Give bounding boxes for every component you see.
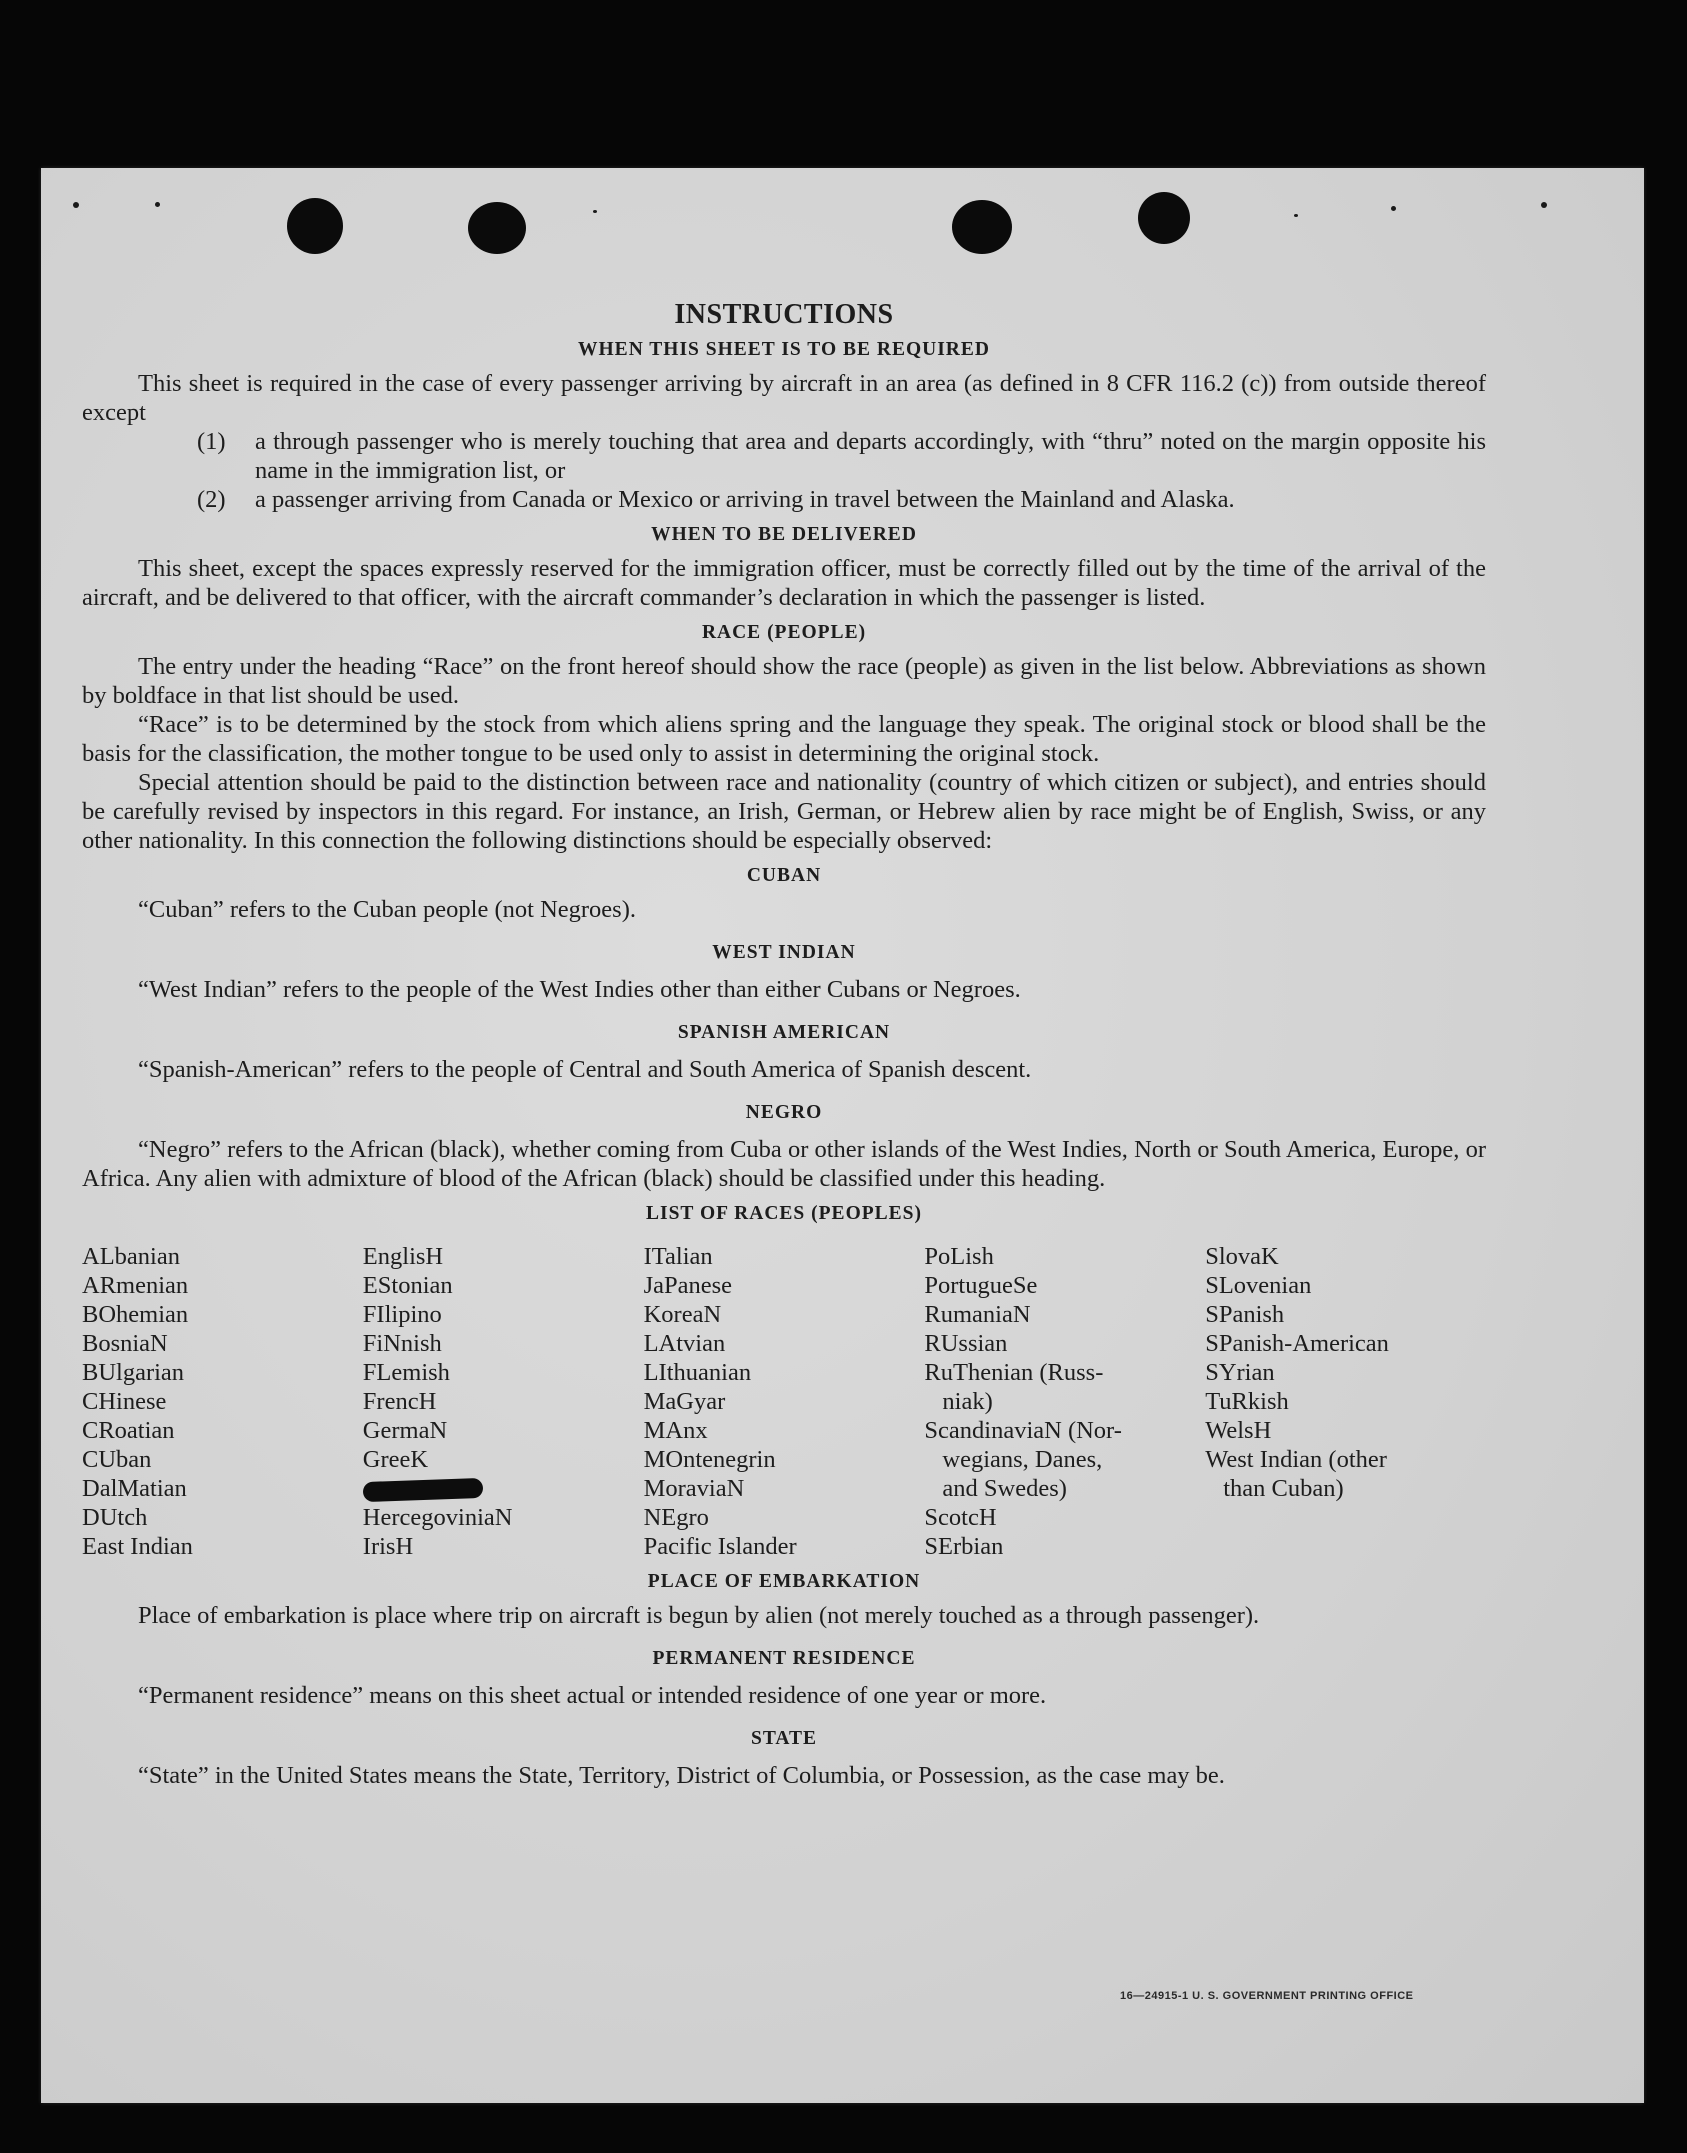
race-entry-continued: than Cuban): [1223, 1475, 1344, 1502]
race-entry: MAnx: [643, 1417, 708, 1444]
race-entry: ITalian: [643, 1243, 713, 1270]
race-entry: RUssian: [924, 1330, 1008, 1357]
race-entry: SYrian: [1205, 1359, 1275, 1386]
speck: [1541, 202, 1547, 208]
race-entry: Pacific Islander: [643, 1533, 797, 1560]
west-indian-text: “West Indian” refers to the people of the West Indies other than either Cubans or Negroes.: [138, 976, 1021, 1003]
when-delivered-text: This sheet, except the spaces expressly reserved for the immigration officer, must be correctly filled out by the time of the arrival of the aircraft, and be delivered to that officer, with the aircraft commander’s declaration in which the passenger is listed.: [82, 555, 1486, 611]
race-entry: GreeK: [362, 1446, 429, 1473]
heading-when-required: WHEN THIS SHEET IS TO BE REQUIRED: [578, 339, 990, 360]
race-entry: GermaN: [362, 1417, 448, 1444]
spanish-american-text: “Spanish-American” refers to the people of Central and South America of Spanish descent.: [138, 1056, 1032, 1083]
punch-hole: [952, 200, 1012, 254]
punch-hole: [287, 198, 343, 254]
speck: [1391, 206, 1396, 211]
heading-negro: NEGRO: [745, 1102, 823, 1123]
race-paragraph-1: The entry under the heading “Race” on the front hereof should show the race (people) as given in the list below. Abbreviations as shown by boldface in that list should be used.: [82, 653, 1486, 709]
race-entry: EnglisH: [362, 1243, 444, 1270]
race-column-5: [1205, 1242, 1486, 1561]
race-entry: DalMatian: [82, 1475, 187, 1502]
race-column-3: [644, 1242, 925, 1561]
race-entry-continued: wegians, Danes,: [942, 1446, 1103, 1473]
race-entry: SLovenian: [1205, 1272, 1312, 1299]
race-column-2: [363, 1242, 644, 1561]
race-entry: CUban: [82, 1446, 152, 1473]
race-entry: BUlgarian: [82, 1359, 185, 1386]
exception-item-2: [197, 485, 1486, 514]
race-entry: PoLish: [924, 1243, 994, 1270]
race-entry: KoreaN: [643, 1301, 722, 1328]
race-entry: BosniaN: [82, 1330, 168, 1357]
race-entry: WelsH: [1205, 1417, 1272, 1444]
race-entry: West Indian (other: [1205, 1446, 1387, 1473]
item-text: a through passenger who is merely touching that area and departs accordingly, with “thru” noted on the margin opposite his name in the immigration list, or: [255, 428, 1486, 484]
race-entry: SPanish-American: [1205, 1330, 1389, 1357]
when-required-intro: This sheet is required in the case of every passenger arriving by aircraft in an area (as defined in 8 CFR 116.2 (c)) from outside thereof except: [82, 370, 1486, 426]
state-text: “State” in the United States means the State, Territory, District of Columbia, or Possession, as the case may be.: [138, 1762, 1225, 1789]
punch-hole: [468, 202, 526, 254]
printing-office-code: 16—24915-1 U. S. GOVERNMENT PRINTING OFFICE: [1120, 1990, 1414, 2002]
race-entry: LAtvian: [643, 1330, 726, 1357]
heading-list-of-races: LIST OF RACES (PEOPLES): [645, 1203, 922, 1224]
heading-race: RACE (PEOPLE): [701, 622, 867, 643]
speck: [73, 202, 79, 208]
redaction-mark: [362, 1478, 483, 1502]
race-entry: DUtch: [82, 1504, 148, 1531]
heading-permanent-residence: PERMANENT RESIDENCE: [652, 1648, 916, 1669]
heading-spanish-american: SPANISH AMERICAN: [677, 1022, 891, 1043]
race-entry: LIthuanian: [643, 1359, 752, 1386]
speck: [155, 202, 160, 207]
race-entry: ScotcH: [924, 1504, 997, 1531]
race-entry: BOhemian: [82, 1301, 189, 1328]
race-entry: East Indian: [82, 1533, 193, 1560]
race-column-4: [924, 1242, 1205, 1561]
page-title: INSTRUCTIONS: [674, 299, 894, 330]
race-entry-continued: and Swedes): [942, 1475, 1067, 1502]
race-entry: SErbian: [924, 1533, 1004, 1560]
race-paragraph-2: “Race” is to be determined by the stock from which aliens spring and the language they speak. The original stock or blood shall be the basis for the classification, the mother tongue to be used only to assist in determining the original stock.: [82, 711, 1486, 767]
heading-embarkation: PLACE OF EMBARKATION: [647, 1571, 921, 1592]
race-entry: RuThenian (Russ-: [924, 1359, 1104, 1386]
item-text: a passenger arriving from Canada or Mexico or arriving in travel between the Mainland and Alaska.: [255, 486, 1235, 513]
race-entry: CRoatian: [82, 1417, 175, 1444]
item-number: (1): [197, 428, 226, 455]
heading-when-delivered: WHEN TO BE DELIVERED: [651, 524, 917, 545]
race-entry-continued: niak): [942, 1388, 993, 1415]
embarkation-text: Place of embarkation is place where trip on aircraft is begun by alien (not merely touched as a through passenger).: [138, 1602, 1260, 1629]
redacted-entry: [363, 1474, 644, 1503]
race-entry: FrencH: [362, 1388, 437, 1415]
race-entry: TuRkish: [1205, 1388, 1289, 1415]
speck: [593, 210, 597, 213]
race-list: [82, 1242, 1486, 1561]
instructions-content: [82, 300, 1486, 1790]
race-entry: MOntenegrin: [643, 1446, 776, 1473]
race-column-1: [82, 1242, 363, 1561]
race-entry: FIlipino: [362, 1301, 442, 1328]
race-entry: ALbanian: [82, 1243, 180, 1270]
heading-west-indian: WEST INDIAN: [712, 942, 856, 963]
race-entry: IrisH: [362, 1533, 414, 1560]
race-entry: SlovaK: [1205, 1243, 1279, 1270]
race-entry: MoraviaN: [643, 1475, 745, 1502]
race-entry: JaPanese: [643, 1272, 733, 1299]
item-number: (2): [197, 486, 226, 513]
race-entry: RumaniaN: [924, 1301, 1031, 1328]
heading-cuban: CUBAN: [746, 865, 822, 886]
punch-hole: [1138, 192, 1190, 244]
race-paragraph-3: Special attention should be paid to the distinction between race and nationality (country of which citizen or subject), and entries should be carefully revised by inspectors in this regard. For instance, an Irish, German, or Hebrew alien by race might be of English, Swiss, or any other nationality. In this connection the following distinctions should be especially observed:: [82, 769, 1486, 854]
race-entry: EStonian: [362, 1272, 453, 1299]
negro-text: “Negro” refers to the African (black), whether coming from Cuba or other islands of the West Indies, North or South America, Europe, or Africa. Any alien with admixture of blood of the African (black) should be classified under this heading.: [82, 1136, 1486, 1192]
race-entry: FLemish: [362, 1359, 450, 1386]
race-entry: HercegoviniaN: [362, 1504, 513, 1531]
race-entry: ScandinaviaN (Nor-: [924, 1417, 1122, 1444]
residence-text: “Permanent residence” means on this sheet actual or intended residence of one year or more.: [138, 1682, 1047, 1709]
cuban-text: “Cuban” refers to the Cuban people (not Negroes).: [138, 896, 636, 923]
race-entry: NEgro: [643, 1504, 709, 1531]
exception-item-1: [197, 427, 1486, 485]
race-entry: SPanish: [1205, 1301, 1285, 1328]
heading-state: STATE: [750, 1728, 818, 1749]
race-entry: ARmenian: [82, 1272, 189, 1299]
race-entry: CHinese: [82, 1388, 167, 1415]
race-entry: MaGyar: [643, 1388, 726, 1415]
speck: [1294, 214, 1298, 217]
race-entry: FiNnish: [362, 1330, 442, 1357]
race-entry: PortugueSe: [924, 1272, 1038, 1299]
